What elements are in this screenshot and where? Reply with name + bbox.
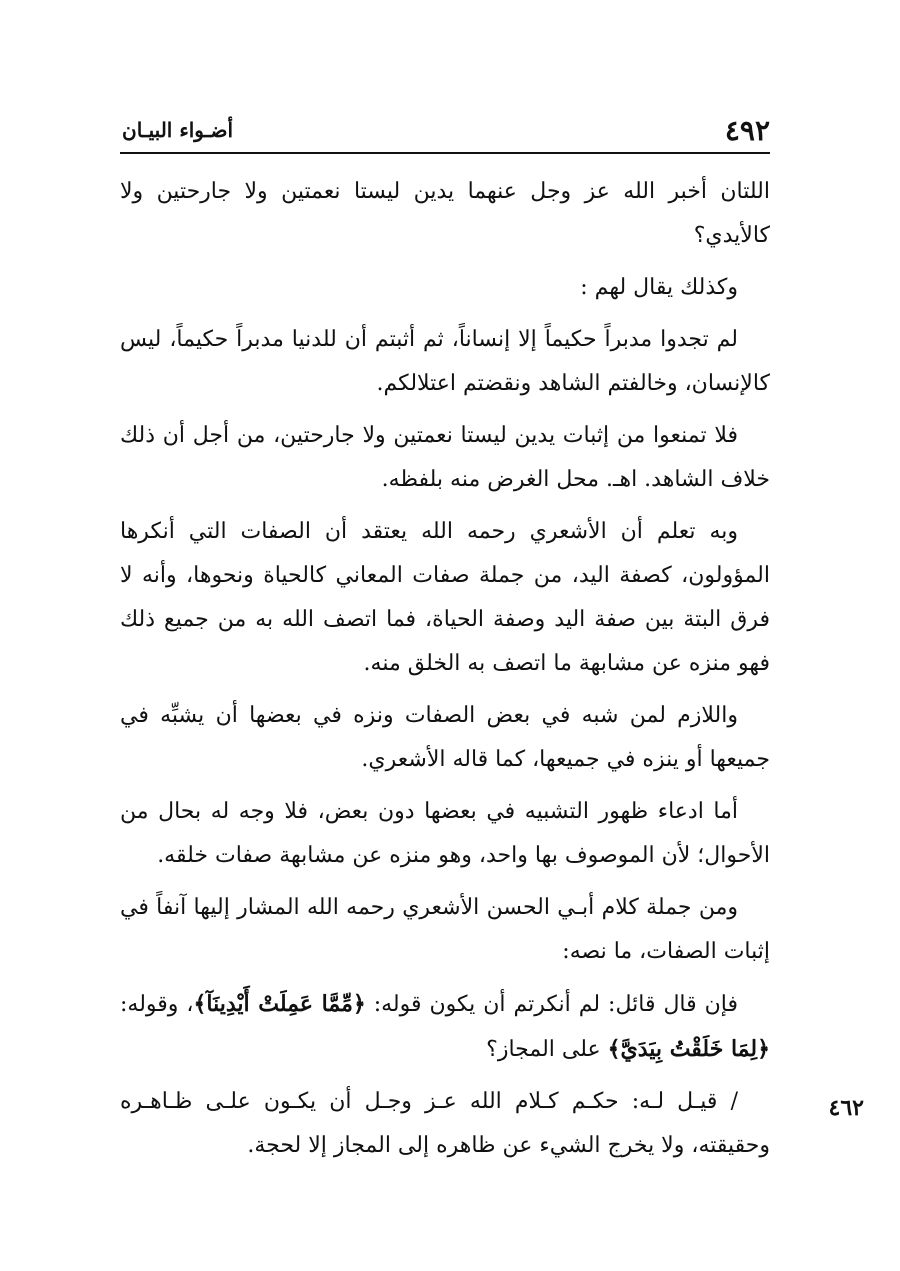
paragraph: / قيـل لـه: حكـم كـلام الله عـز وجـل أن يكـون علـى ظـاهـره وحقيقته، ولا يخرج الشيء عن ظاهره إلى المجاز إلا لحجة. [120,1089,770,1158]
paragraph: وبه تعلم أن الأشعري رحمه الله يعتقد أن الصفات التي أنكرها المؤولون، كصفة اليد، من جملة صفات المعاني كالحياة ونحوها، وأنه لا فرق البتة بين صفة اليد وصفة الحياة، فما اتصف الله به من جميع ذلك فهو منزه عن مشابهة ما اتصف به الخلق منه. [120,519,770,676]
paragraph: لم تجدوا مدبراً حكيماً إلا إنساناً، ثم أثبتم أن للدنيا مدبراً حكيماً، ليس كالإنسان، وخالفتم الشاهد ونقضتم اعتلالكم. [120,327,770,396]
header-divider [120,152,770,154]
page-number: ٤٩٢ [724,114,770,147]
margin-page-reference: ٤٦٢ [828,1095,864,1121]
body-text [120,170,770,1176]
paragraph: أما ادعاء ظهور التشبيه في بعضها دون بعض، فلا وجه له بحال من الأحوال؛ لأن الموصوف بها واحد، وهو منزه عن مشابهة صفات خلقه. [120,799,770,868]
paragraph: ومن جملة كلام أبـي الحسن الأشعري رحمه الله المشار إليها آنفاً في إثبات الصفات، ما نصه: [120,895,770,964]
paragraph: اللتان أخبر الله عز وجل عنهما يدين ليستا نعمتين ولا جارحتين ولا كالأيدي؟ [120,179,770,248]
running-header [120,112,770,150]
quran-verse: ﴿مِّمَّا عَمِلَتْ أَيْدِينَآ﴾ [193,991,366,1017]
quote-text: فإن قال قائل: لم أنكرتم أن يكون قوله: [365,992,738,1017]
quran-verse: ﴿لِمَا خَلَقْتُ بِيَدَيَّ﴾ [607,1036,770,1062]
paragraph: واللازم لمن شبه في بعض الصفات ونزه في بعضها أن يشبِّه في جميعها أو ينزه في جميعها، كما قاله الأشعري. [120,703,770,772]
quote-text: ، وقوله: [120,992,194,1017]
quote-paragraph [120,982,770,1072]
paragraph: فلا تمنعوا من إثبات يدين ليستا نعمتين ولا جارحتين، من أجل أن ذلك خلاف الشاهد. اهـ. محل الغرض منه بلفظه. [120,423,770,492]
paragraph: وكذلك يقال لهم : [580,275,738,300]
quote-text: على المجاز؟ [486,1037,608,1062]
book-title: أضـواء البيـان [122,118,234,142]
